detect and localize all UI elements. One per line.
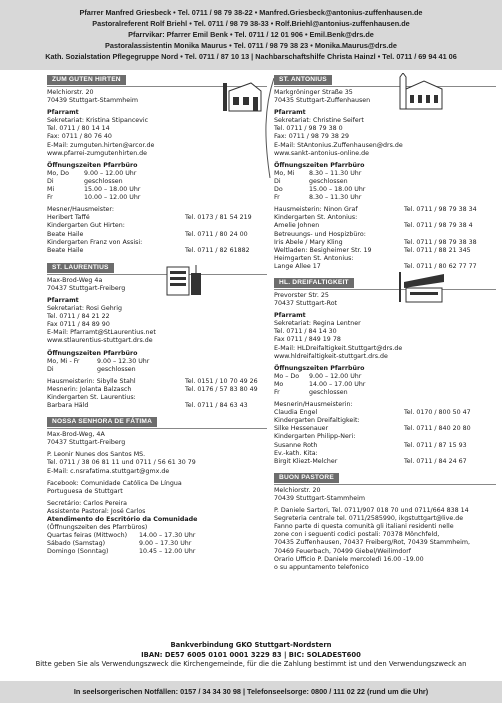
hours-label: Öffnungszeiten Pfarrbüro — [274, 364, 365, 372]
header-contact-bar — [0, 0, 502, 70]
hours-row: Mo, Mi 8.30 – 11.30 Uhr — [274, 169, 362, 177]
hours-row: Di geschlossen — [274, 177, 348, 185]
contact-row: Kindergarten Franz von Assisi: — [47, 238, 143, 246]
pfarramt-label: Pfarramt — [274, 312, 306, 320]
section-hl-dreifaltigkeit — [274, 276, 496, 466]
bank-title: Bankverbindung GKO Stuttgart-Nordstern — [170, 641, 332, 649]
office-hours-line: Orario Ufficio P. Daniele mercoledì 16.00 -19.00 — [274, 555, 424, 563]
pfarramt-label: Pfarramt — [274, 109, 306, 117]
phone-line: P. Daniele Sartori, Tel. 0711/907 018 70 und 0711/664 838 14 — [274, 507, 469, 515]
hours-label: Öffnungszeiten Pfarrbüro — [47, 349, 138, 357]
address-line: 70437 Stuttgart-Freiberg — [47, 284, 126, 292]
info-line: Sekretariat: Kristina Stipancevic — [47, 117, 149, 125]
section-nossa-senhora — [47, 415, 267, 556]
contact-row: Hausmeisterin: Ninon Graf Tel. 0711 / 98 79 38 34 — [274, 206, 477, 214]
church-building-icon — [392, 270, 448, 304]
header-line: Pastoralassistentin Monika Maurus • Tel. 0711 / 98 79 38 23 • Monika.Maurus@drs.de — [105, 41, 397, 50]
section-zum-guten-hirten — [47, 73, 267, 255]
contact-row: Kindergarten Dreifaltigkeit: — [274, 417, 360, 425]
address-line: Max-Brod-Weg 4a — [47, 276, 103, 284]
contact-row: Silke Hessenauer Tel. 0711 / 840 20 80 — [274, 425, 471, 433]
contact-row: Barbara Häld Tel. 0711 / 84 63 43 — [47, 402, 248, 410]
hours-row: Fr geschlossen — [274, 389, 348, 396]
church-building-icon — [217, 79, 265, 113]
hours-row: Quartas feiras (Mittwoch) 14.00 – 17.30 Uhr — [47, 532, 196, 540]
address-line: 70439 Stuttgart-Stammheim — [47, 97, 138, 105]
contact-row: Kindergarten Philipp-Neri: — [274, 433, 356, 441]
header-line: Pfarrvikar: Pfarrer Emil Benk • Tel. 0711 / 12 01 906 • Emil.Benk@drs.de — [128, 30, 374, 39]
section-title: ZUM GUTEN HIRTEN — [47, 75, 126, 85]
contact-row: Hausmeisterin: Sibylle Stahl Tel. 0151 / 10 70 49 26 — [47, 377, 258, 385]
hours-row: Mo – Do 9.00 – 12.00 Uhr — [274, 372, 362, 380]
section-title: ST. LAURENTIUS — [47, 263, 114, 273]
address-line: Max-Brod-Weg, 4A — [47, 431, 105, 439]
church-building-icon — [392, 73, 444, 111]
contact-row: Birgit Kliezt-Melcher Tel. 0711 / 84 24 67 — [274, 457, 467, 465]
hours-row: Mi 15.00 – 18.00 Uhr — [47, 186, 141, 194]
contact-row: Mesnerin: Jolanta Balzasch Tel. 0176 / 57 83 80 49 — [47, 385, 258, 393]
hours-label: Öffnungszeiten Pfarrbüro — [47, 161, 138, 169]
contact-row: Heribert Taffé Tel. 0173 / 81 54 219 — [47, 214, 252, 222]
section-title: HL. DREIFALTIGKEIT — [274, 278, 354, 288]
section-title: NOSSA SENHORA DE FÁTIMA — [47, 417, 157, 427]
facebook-line: Portuguesa de Stuttgart — [47, 487, 123, 495]
section-st-laurentius — [47, 261, 267, 410]
contact-row: Beate Haile Tel. 0711 / 80 24 00 — [47, 230, 248, 238]
info-line: zone con i seguenti codici postali: 70378 Mönchfeld, — [274, 531, 440, 539]
church-building-icon — [165, 263, 205, 297]
contact-row: Kindergarten St. Antonius: — [274, 214, 358, 222]
section-title: BUON PASTORE — [274, 473, 339, 483]
phone-line: Tel. 0711 / 98 79 38 0 — [274, 125, 343, 133]
fax-line: Fax 0711 / 849 19 78 — [274, 336, 341, 344]
address-line: Melchiorstr. 20 — [47, 89, 94, 96]
email-link[interactable]: E-Mail: Pfarramt@StLaurentius.net — [47, 329, 156, 337]
phone-line: Tel. 0711 / 84 14 30 — [274, 328, 337, 336]
contact-row: Kindergarten Gut Hirten: — [47, 222, 125, 230]
section-title: ST. ANTONIUS — [274, 75, 332, 85]
header-line: Pastoralreferent Rolf Briehl • Tel. 0711 / 98 79 38-33 • Rolf.Briehl@antonius-zuffenhausen.de — [92, 19, 410, 28]
phone-line: Tel. 0711 / 38 06 81 11 und 0711 / 56 61 30 79 — [47, 459, 196, 467]
address-line: Melchiorstr. 20 — [274, 486, 321, 494]
hours-row: Di geschlossen — [47, 177, 123, 185]
contact-row: Amelie Johnen Tel. 0711 / 98 79 38 4 — [274, 222, 473, 230]
info-line: 70435 Zuffenhausen, 70437 Freiberg/Rot, 70439 Stammheim, — [274, 539, 471, 547]
contact-row: Iris Abele / Mary Kling Tel. 0711 / 98 79 38 38 — [274, 238, 477, 246]
contact-row: Beate Haile Tel. 0711 / 82 61882 — [47, 246, 250, 254]
pfarramt-label: Pfarramt — [47, 109, 79, 117]
section-st-antonius — [274, 73, 496, 271]
info-line: Sekretariat: Regina Lentner — [274, 320, 361, 328]
phone-line: Tel. 0711 / 80 14 14 — [47, 125, 110, 133]
email-link[interactable]: E-Mail: c.nsrafatima.stuttgart@gmx.de — [47, 467, 170, 475]
hours-row: Mo, Mi - Fr 9.00 – 12.30 Uhr — [47, 357, 150, 365]
hours-label: Öffnungszeiten Pfarrbüro — [274, 161, 365, 169]
header-line: Pfarrer Manfred Griesbeck • Tel. 0711 / 98 79 38-22 • Manfred.Griesbeck@antonius-zuffenhausen.de — [79, 8, 423, 17]
address-line: Markgröninger Straße 35 — [274, 89, 353, 96]
contact-row: Kindergarten St. Laurentius: — [47, 394, 136, 401]
address-line: 70435 Stuttgart-Zuffenhausen — [274, 97, 371, 105]
email-link[interactable]: E-Mail: HLDreifaltigkeit.Stuttgart@drs.de — [274, 344, 403, 352]
hours-row: Mo 14.00 – 17.00 Uhr — [274, 380, 366, 388]
info-line: Fanno parte di questa comunità gli italiani residenti nelle — [274, 523, 454, 531]
hours-row: Sábado (Samstag) 9.00 – 17.30 Uhr — [47, 540, 192, 548]
contact-row: Mesnerin/Hausmeisterin: — [274, 401, 353, 409]
emergency-footer: In seelsorgerischen Notfällen: 0157 / 34 34 30 98 | Telefonseelsorge: 0800 / 111 02 22 (rund um die Uhr) — [0, 681, 502, 703]
contact-row: Mesner/Hausmeister: — [47, 206, 115, 214]
address-line: 70437 Stuttgart-Rot — [274, 300, 338, 308]
pfarramt-label: Pfarramt — [47, 296, 79, 304]
atendimento-label: Atendimento do Escritório da Comunidade — [47, 516, 198, 524]
website-link[interactable]: www.stlaurentius-stuttgart.drs.de — [47, 337, 153, 345]
bank-details — [0, 641, 502, 670]
info-line: Sekretariat: Christine Seifert — [274, 117, 364, 125]
contact-row: Lange Allee 17 Tel. 0711 / 80 62 77 77 — [274, 262, 477, 270]
info-line: Secretário: Carlos Pereira — [47, 499, 127, 507]
address-line: Prevorster Str. 25 — [274, 291, 329, 299]
facebook-line: Facebook: Comunidade Católica De Língua — [47, 479, 182, 487]
hours-row: Fr 8.30 – 11.30 Uhr — [274, 194, 362, 202]
left-column — [47, 73, 267, 557]
hours-row: Do 15.00 – 18.00 Uhr — [274, 186, 366, 194]
contact-row: Betreuungs- und Hospizbüro: — [274, 230, 366, 238]
info-line: P. Leonir Nunes dos Santos MS. — [47, 451, 146, 459]
right-column — [274, 73, 496, 572]
bank-iban: IBAN: DE57 6005 0101 0001 3229 83 | BIC: SOLADEST600 — [141, 650, 361, 659]
fax-line: Fax 0711 / 84 89 90 — [47, 321, 110, 329]
contact-row: Claudia Engel Tel. 0170 / 800 50 47 — [274, 409, 471, 417]
bank-note: Bitte geben Sie als Verwendungszweck die Kirchengemeinde, für die die Zahlung bestimmt ist und den Verwendungszweck an — [35, 660, 467, 668]
address-line: 70439 Stuttgart-Stammheim — [274, 494, 365, 502]
contact-row: Heimgarten St. Antonius: — [274, 254, 354, 262]
hours-row: Di geschlossen — [47, 365, 136, 373]
fax-line: Fax: 0711 / 98 79 38 29 — [274, 133, 349, 141]
phone-line: Tel. 0711 / 84 21 22 — [47, 313, 110, 321]
header-line: Kath. Sozialstation Pflegegruppe Nord • Tel. 0711 / 87 10 13 | Nachbarschaftshilfe Christa Hainzl • Tel. 0711 / 69 94 41 06 — [45, 52, 457, 61]
section-buon-pastore — [274, 471, 496, 572]
hours-row: Domingo (Sonntag) 10.45 – 12.00 Uhr — [47, 548, 196, 556]
email-line[interactable]: Segreteria centrale tel. 0711/2585990, ikgstuttgart@live.de — [274, 515, 464, 523]
hours-row: Fr 10.00 – 12.00 Uhr — [47, 194, 141, 202]
contact-row: Ev.-kath. Kita: — [274, 449, 318, 457]
website-link[interactable]: www.sankt-antonius-online.de — [274, 149, 370, 157]
fax-line: Fax: 0711 / 80 76 40 — [47, 133, 112, 141]
atendimento-sub: (Öffnungszeiten des Pfarrbüros) — [47, 524, 148, 532]
office-hours-line: o su appuntamento telefonico — [274, 563, 369, 571]
email-link[interactable]: E-Mail: zumguten.hirten@arcor.de — [47, 141, 155, 149]
website-link[interactable]: www.pfarrei-zumgutenhirten.de — [47, 149, 148, 157]
info-line: Sekretariat: Rosi Gehrig — [47, 305, 123, 313]
info-line: 70469 Feuerbach, 70499 Giebel/Weilimdorf — [274, 547, 411, 555]
email-link[interactable]: E-Mail: StAntonius.Zuffenhausen@drs.de — [274, 141, 403, 149]
website-link[interactable]: www.hldreifaltigkeit-stuttgart.drs.de — [274, 352, 388, 360]
contact-row: Weltladen: Besigheimer Str. 19 Tel. 0711 / 88 21 345 — [274, 246, 471, 254]
hours-row: Mo, Do 9.00 – 12.00 Uhr — [47, 169, 137, 177]
contact-row: Susanne Roth Tel. 0711 / 87 15 93 — [274, 441, 467, 449]
info-line: Assistente Pastoral: José Carlos — [47, 507, 146, 515]
address-line: 70437 Stuttgart-Freiberg — [47, 439, 126, 447]
